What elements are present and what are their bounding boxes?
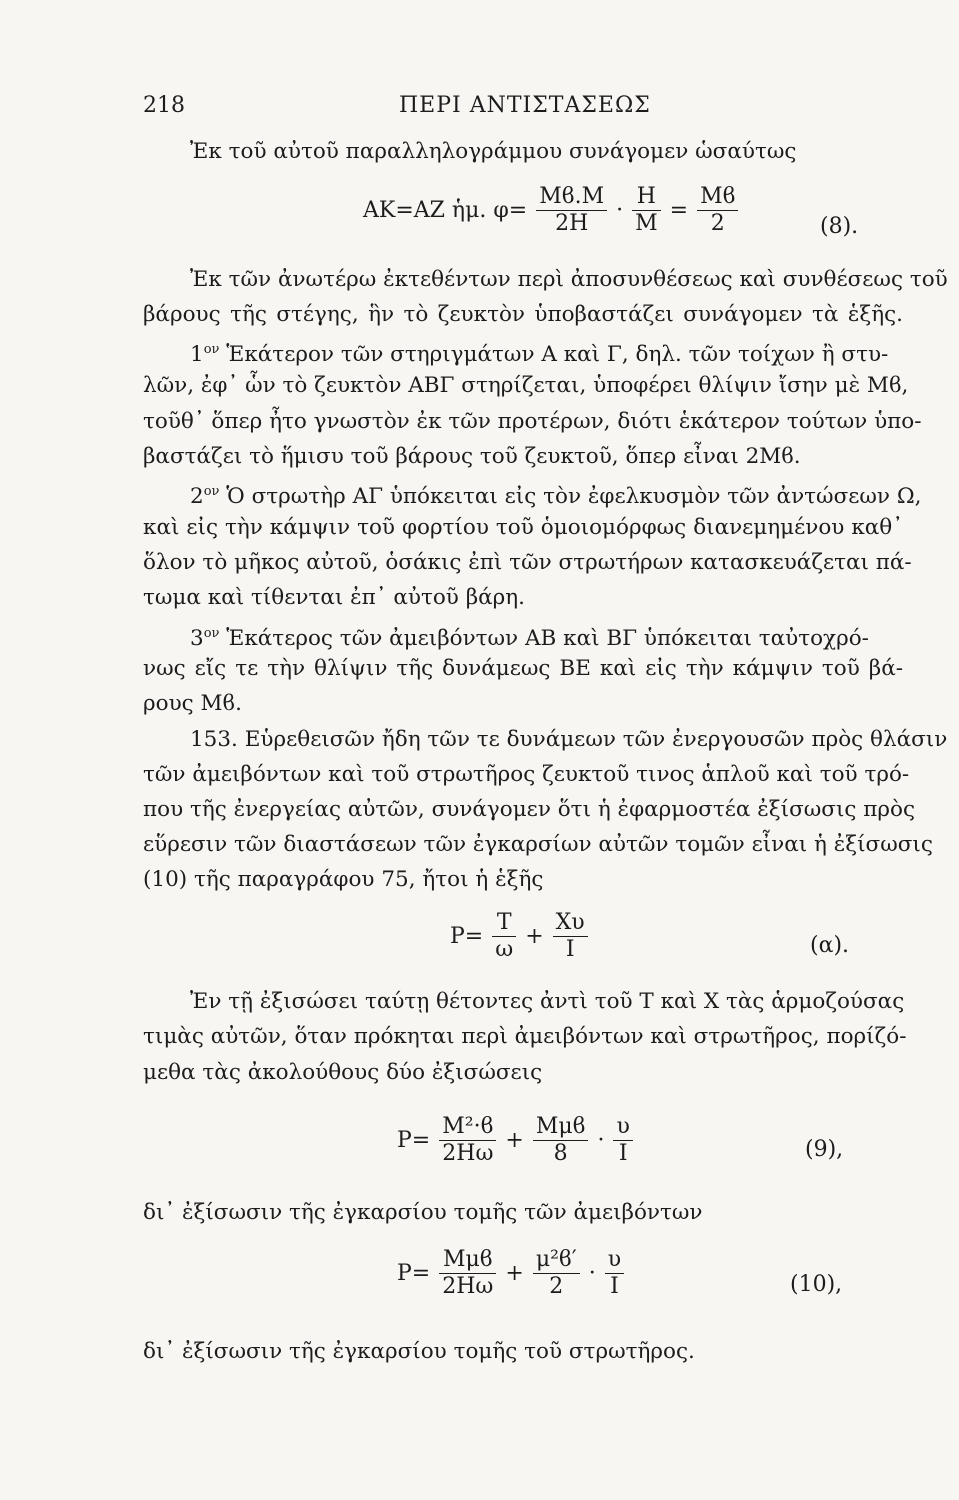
equation-9 xyxy=(397,1114,635,1167)
numerator: Μϐ xyxy=(697,184,738,211)
fraction xyxy=(439,1114,496,1167)
text-line: 153. Εὑρεθεισῶν ἤδη τῶν τε δυνάμεων τῶν ἐνεργουσῶν πρὸς θλάσιν xyxy=(190,727,948,752)
fraction xyxy=(613,1114,632,1167)
enumeration-number: 2 xyxy=(190,484,204,510)
numerator: Μϐ.Μ xyxy=(536,184,607,211)
equation-8 xyxy=(363,184,740,237)
text-line: δι᾽ ἐξίσωσιν τῆς ἐγκαρσίου τομῆς τοῦ στρωτῆρος. xyxy=(143,1339,695,1364)
denominator: Μ xyxy=(635,211,658,236)
equation-number: (α). xyxy=(810,933,850,958)
numerator: Χυ xyxy=(553,910,588,937)
fraction xyxy=(553,910,588,963)
enumeration-number: 1 xyxy=(190,342,204,368)
numerator: Μ²·ϐ xyxy=(439,1114,496,1141)
numerator: Η xyxy=(632,184,661,211)
fraction xyxy=(632,184,661,237)
fraction xyxy=(605,1247,624,1300)
operator: + xyxy=(525,924,544,949)
text-line: μεθα τὰς ἀκολούθους δύο ἐξισώσεις xyxy=(143,1060,543,1085)
operator: = xyxy=(669,198,689,223)
operator: + xyxy=(505,1128,524,1153)
text-span: Ἑκάτερος τῶν ἀμειβόντων ΑΒ καὶ ΒΓ ὑπόκειται ταὐτοχρό- xyxy=(226,626,869,652)
page-header xyxy=(143,93,903,123)
numerator: Τ xyxy=(492,910,516,937)
numerator: Μμϐ xyxy=(439,1247,496,1274)
denominator: ω xyxy=(495,937,514,962)
fraction xyxy=(533,1114,589,1167)
ordinal-suffix: ον xyxy=(203,342,220,357)
text-line: νως εἴς τε τὴν θλίψιν τῆς δυνάμεως ΒΕ καὶ εἰς τὴν κάμψιν τοῦ βά- xyxy=(143,656,903,681)
text-line: δι᾽ ἐξίσωσιν τῆς ἐγκαρσίου τομῆς τῶν ἀμειβόντων xyxy=(143,1200,703,1225)
text-line: λῶν, ἐφ᾽ ὧν τὸ ζευκτὸν ΑΒΓ στηρίζεται, ὑποφέρει θλίψιν ἴσην μὲ Μϐ, xyxy=(143,373,909,398)
text-line: που τῆς ἐνεργείας αὐτῶν, συνάγομεν ὅτι ἡ ἐφαρμοστέα ἐξίσωσις πρὸς xyxy=(143,797,916,822)
denominator: 2Ηω xyxy=(442,1141,494,1166)
text-line: βαστάζει τὸ ἥμισυ τοῦ βάρους τοῦ ζευκτοῦ, ὅπερ εἶναι 2Μϐ. xyxy=(143,444,801,469)
text-line: καὶ εἰς τὴν κάμψιν τοῦ φορτίου τοῦ ὁμοιομόρφως διανεμημένου καθ᾽ xyxy=(143,515,903,540)
text-line: τιμὰς αὐτῶν, ὅταν πρόκηται περὶ ἀμειβόντων καὶ στρωτῆρος, πορίζό- xyxy=(143,1024,907,1049)
denominator: Ι xyxy=(618,1141,628,1166)
numerator: Μμϐ xyxy=(533,1114,589,1141)
numerator: υ xyxy=(605,1247,624,1274)
equation-lhs: P= xyxy=(450,924,484,949)
fraction xyxy=(492,910,516,963)
numerator: μ²ϐ′ xyxy=(533,1247,580,1274)
ordinal-suffix: ον xyxy=(203,626,220,641)
operator: + xyxy=(505,1261,524,1286)
equation-number: (10), xyxy=(790,1272,843,1297)
fraction xyxy=(697,184,738,237)
text-line: Ἐκ τοῦ αὐτοῦ παραλληλογράμμου συνάγομεν ὡσαύτως xyxy=(190,139,797,164)
denominator: 2Η xyxy=(555,211,589,236)
text-line: τῶν ἀμειβόντων καὶ τοῦ στρωτῆρος ζευκτοῦ τινος ἁπλοῦ καὶ τοῦ τρό- xyxy=(143,762,910,787)
equation-lhs: P= xyxy=(397,1128,431,1153)
numerator: υ xyxy=(613,1114,632,1141)
operator: · xyxy=(588,1261,596,1286)
operator: · xyxy=(616,198,624,223)
operator: · xyxy=(597,1128,605,1153)
running-title: ΠΕΡΙ ΑΝΤΙΣΤΑΣΕΩΣ xyxy=(399,93,651,118)
text-line: τωμα καὶ τίθενται ἐπ᾽ αὐτοῦ βάρη. xyxy=(143,585,526,610)
enumeration-number: 3 xyxy=(190,626,204,652)
equation-lhs: P= xyxy=(397,1261,431,1286)
page-number: 218 xyxy=(143,93,185,118)
denominator: 2Ηω xyxy=(442,1274,494,1299)
denominator: 8 xyxy=(553,1141,568,1166)
equation-alpha xyxy=(450,910,590,963)
ordinal-suffix: ον xyxy=(203,484,220,499)
text-line xyxy=(190,478,922,511)
fraction xyxy=(536,184,607,237)
equation-number: (9), xyxy=(805,1137,844,1162)
text-line: (10) τῆς παραγράφου 75, ἤτοι ἡ ἑξῆς xyxy=(143,867,544,892)
text-line xyxy=(190,336,903,369)
text-line: τοῦθ᾽ ὅπερ ἦτο γνωστὸν ἐκ τῶν προτέρων, διότι ἑκάτερον τούτων ὑπο- xyxy=(143,409,922,434)
text-line: βάρους τῆς στέγης, ἣν τὸ ζευκτὸν ὑποβαστάζει συνάγομεν τὰ ἑξῆς. xyxy=(143,302,903,327)
denominator: Ι xyxy=(610,1274,619,1299)
equation-number: (8). xyxy=(820,214,859,239)
text-line: Ἐν τῇ ἐξισώσει ταύτῃ θέτοντες ἀντὶ τοῦ Τ καὶ Χ τὰς ἁρμοζούσας xyxy=(190,989,905,1014)
denominator: 2 xyxy=(710,211,725,236)
equation-10 xyxy=(397,1247,626,1300)
text-span: Ἑκάτερον τῶν στηριγμάτων Α καὶ Γ, δηλ. τῶν τοίχων ἢ στυ- xyxy=(226,342,889,368)
text-line: ρους Μϐ. xyxy=(143,691,242,716)
equation-lhs: ΑΚ=ΑΖ ἡμ. φ= xyxy=(363,198,528,223)
denominator: 2 xyxy=(549,1274,564,1299)
text-span: Ὁ στρωτὴρ ΑΓ ὑπόκειται εἰς τὸν ἐφελκυσμὸν τῶν ἀντώσεων Ω, xyxy=(226,484,922,510)
denominator: Ι xyxy=(565,937,575,962)
text-line xyxy=(190,620,903,653)
text-line: Ἐκ τῶν ἀνωτέρω ἐκτεθέντων περὶ ἀποσυνθέσεως καὶ συνθέσεως τοῦ xyxy=(190,267,948,292)
text-line: ὅλον τὸ μῆκος αὐτοῦ, ὁσάκις ἐπὶ τῶν στρωτήρων κατασκευάζεται πά- xyxy=(143,550,912,575)
text-line: εὕρεσιν τῶν διαστάσεων τῶν ἐγκαρσίων αὐτῶν τομῶν εἶναι ἡ ἐξίσωσις xyxy=(143,832,933,857)
fraction xyxy=(439,1247,496,1300)
fraction xyxy=(533,1247,580,1300)
